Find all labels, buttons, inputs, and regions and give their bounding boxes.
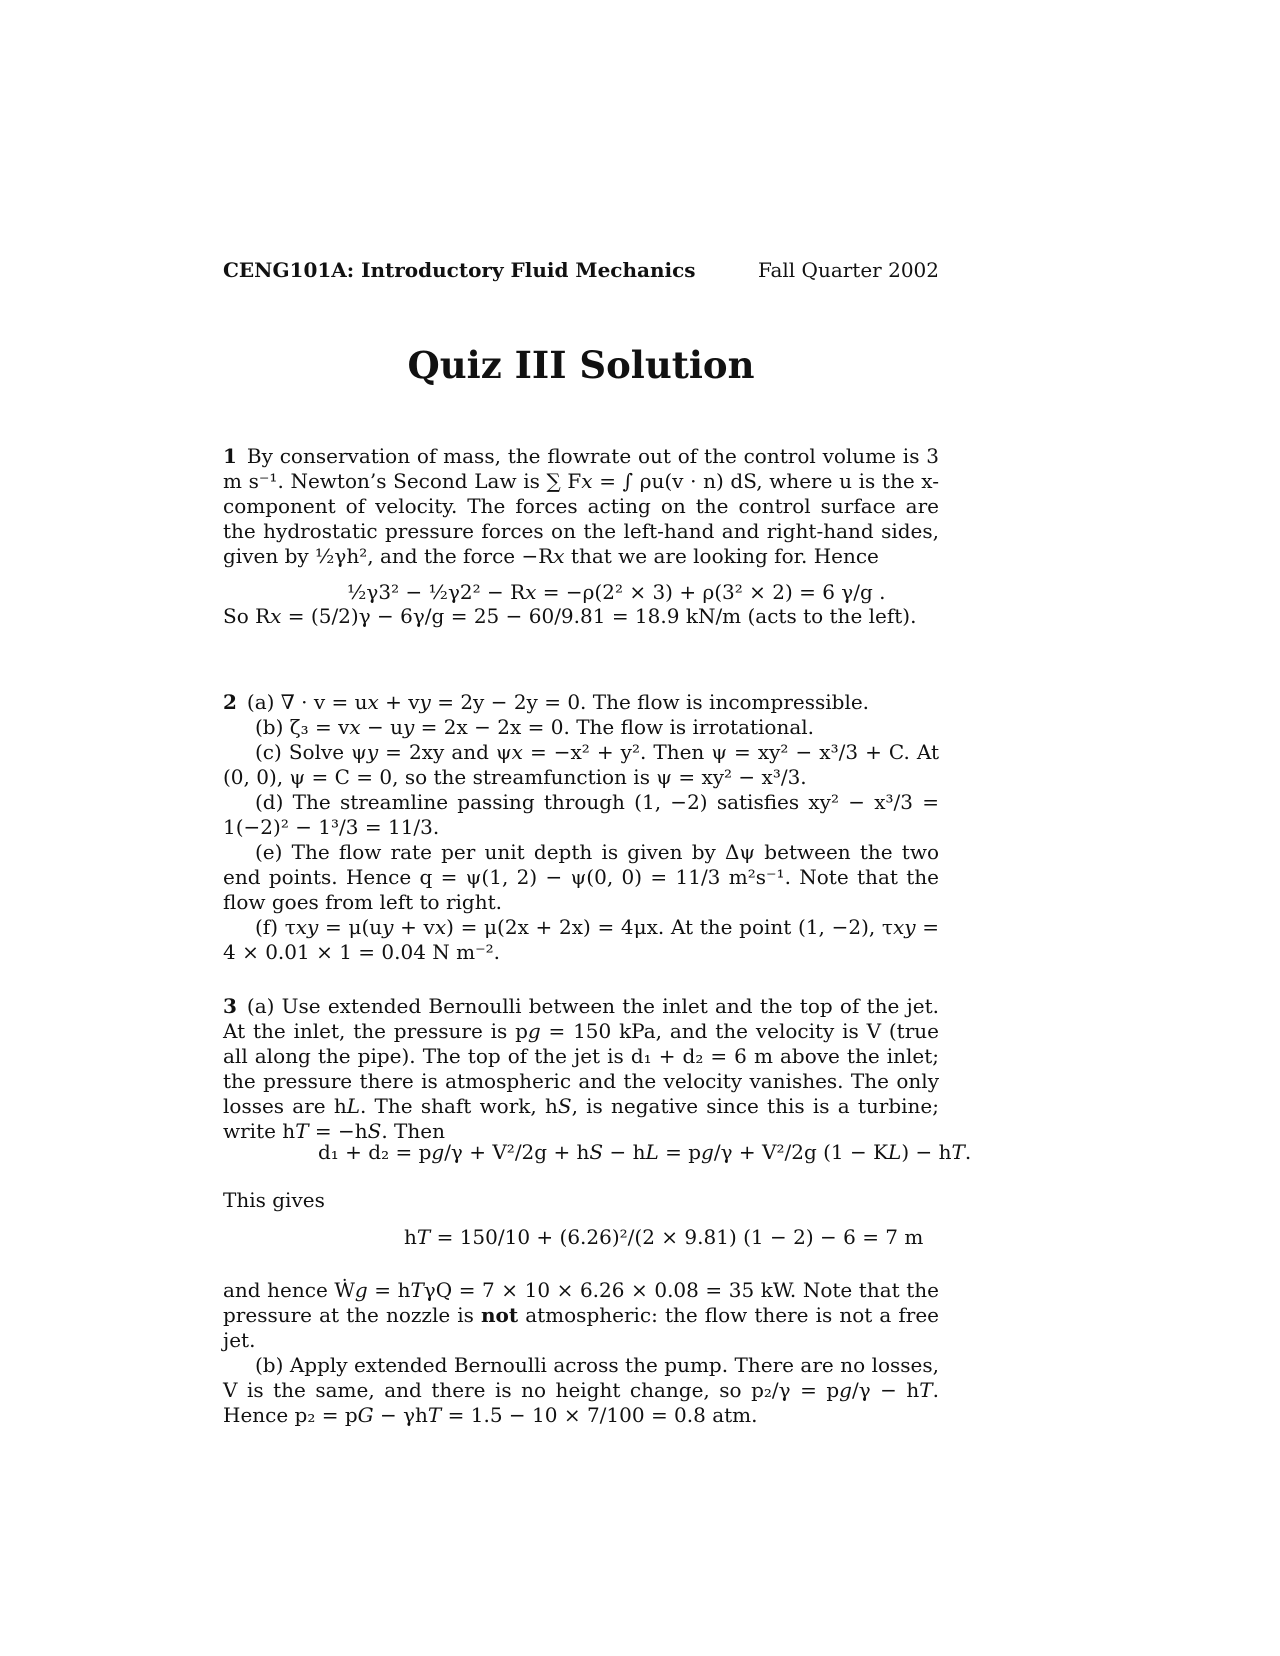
- question-3-number: 3: [223, 994, 237, 1018]
- question-2-part-e: (e) The flow rate per unit depth is given by Δψ between the two end points. Hence q = ψ(1, 2) − ψ(0, 0) = 11/3 m²s⁻¹. Note that the flow goes from left to right.: [223, 840, 939, 914]
- question-3: [223, 994, 939, 1144]
- question-2-number: 2: [223, 690, 237, 714]
- question-2-part-b: (b) ζ₃ = v𝑥 − u𝑦 = 2x − 2x = 0. The flow is irrotational.: [255, 715, 815, 739]
- page-header: [223, 256, 939, 284]
- question-3-part-b: (b) Apply extended Bernoulli across the pump. There are no losses, V is the same, and there is no height change, so p₂/γ = p𝑔/γ − h𝑇. Hence p₂ = p𝐺 − γh𝑇 = 1.5 − 10 × 7/100 = 0.8 atm.: [223, 1353, 940, 1427]
- question-2-part-a: (a) ∇ · v = u𝑥 + v𝑦 = 2y − 2y = 0. The flow is incompressible.: [246, 690, 870, 714]
- question-2-part-c: (c) Solve ψ𝑦 = 2xy and ψ𝑥 = −x² + y². Then ψ = xy² − x³/3 + C. At (0, 0), ψ = C = 0, so the streamfunction is ψ = xy² − x³/3.: [223, 740, 939, 789]
- question-1: [223, 444, 939, 569]
- question-1-number: 1: [223, 444, 237, 468]
- question-2-part-f: (f) τ𝑥𝑦 = μ(u𝑦 + v𝑥) = μ(2x + 2x) = 4μx. At the point (1, −2), τ𝑥𝑦 = 4 × 0.01 × 1 = 0.04 N m⁻².: [223, 915, 939, 964]
- question-2-part-d: (d) The streamline passing through (1, −2) satisfies xy² − x³/3 = 1(−2)² − 1³/3 = 11/3.: [223, 790, 939, 839]
- question-3-part-a: (a) Use extended Bernoulli between the inlet and the top of the jet. At the inlet, the pressure is p𝑔 = 150 kPa, and the velocity is V (true all along the pipe). The top of the jet is d₁ + d₂ = 6 m above the inlet; the pressure there is atmospheric and the velocity vanishes. The only losses are h𝐿. The shaft work, h𝑆, is negative since this is a turbine; write h𝑇 = −h𝑆. Then: [223, 994, 939, 1143]
- question-3-hence-pre: and hence Ẇ𝑔 = h𝑇γQ = 7 × 10 × 6.26 × 0.08 = 35 kW. Note that the pressure at the nozzle is: [223, 1278, 939, 1327]
- question-3-equation-bernoulli: d₁ + d₂ = p𝑔/γ + V²/2g + h𝑆 − h𝐿 = p𝑔/γ + V²/2g (1 − K𝐿) − h𝑇.: [318, 1140, 972, 1164]
- question-3-gives: This gives: [223, 1188, 325, 1212]
- question-2: [223, 690, 939, 965]
- question-3-continued: [223, 1278, 939, 1428]
- question-1-equation: ½γ3² − ½γ2² − R𝑥 = −ρ(2² × 3) + ρ(3² × 2) = 6 γ/g .: [347, 580, 886, 604]
- question-1-result: So R𝑥 = (5/2)γ − 6γ/g = 25 − 60/9.81 = 18.9 kN/m (acts to the left).: [223, 604, 917, 628]
- term: Fall Quarter 2002: [757, 258, 939, 282]
- page-title: Quiz III Solution: [407, 343, 755, 387]
- question-1-text: By conservation of mass, the flowrate out of the control volume is 3 m s⁻¹. Newton’s Second Law is ∑ F𝑥 = ∫ ρu(v · n) dS, where u is the x-component of velocity. The forces acting on the control surface are the hydrostatic pressure forces on the left-hand and right-hand sides, given by ½γh², and the force −R𝑥 that we are looking for. Hence: [223, 444, 939, 568]
- question-3-equation-head: h𝑇 = 150/10 + (6.26)²/(2 × 9.81) (1 − 2) − 6 = 7 m: [404, 1225, 924, 1249]
- course-title: CENG101A: Introductory Fluid Mechanics: [223, 258, 696, 282]
- question-3-hence-bold: not: [481, 1303, 519, 1327]
- question-3-hence-post: atmospheric: the flow there is not a free jet.: [223, 1303, 939, 1352]
